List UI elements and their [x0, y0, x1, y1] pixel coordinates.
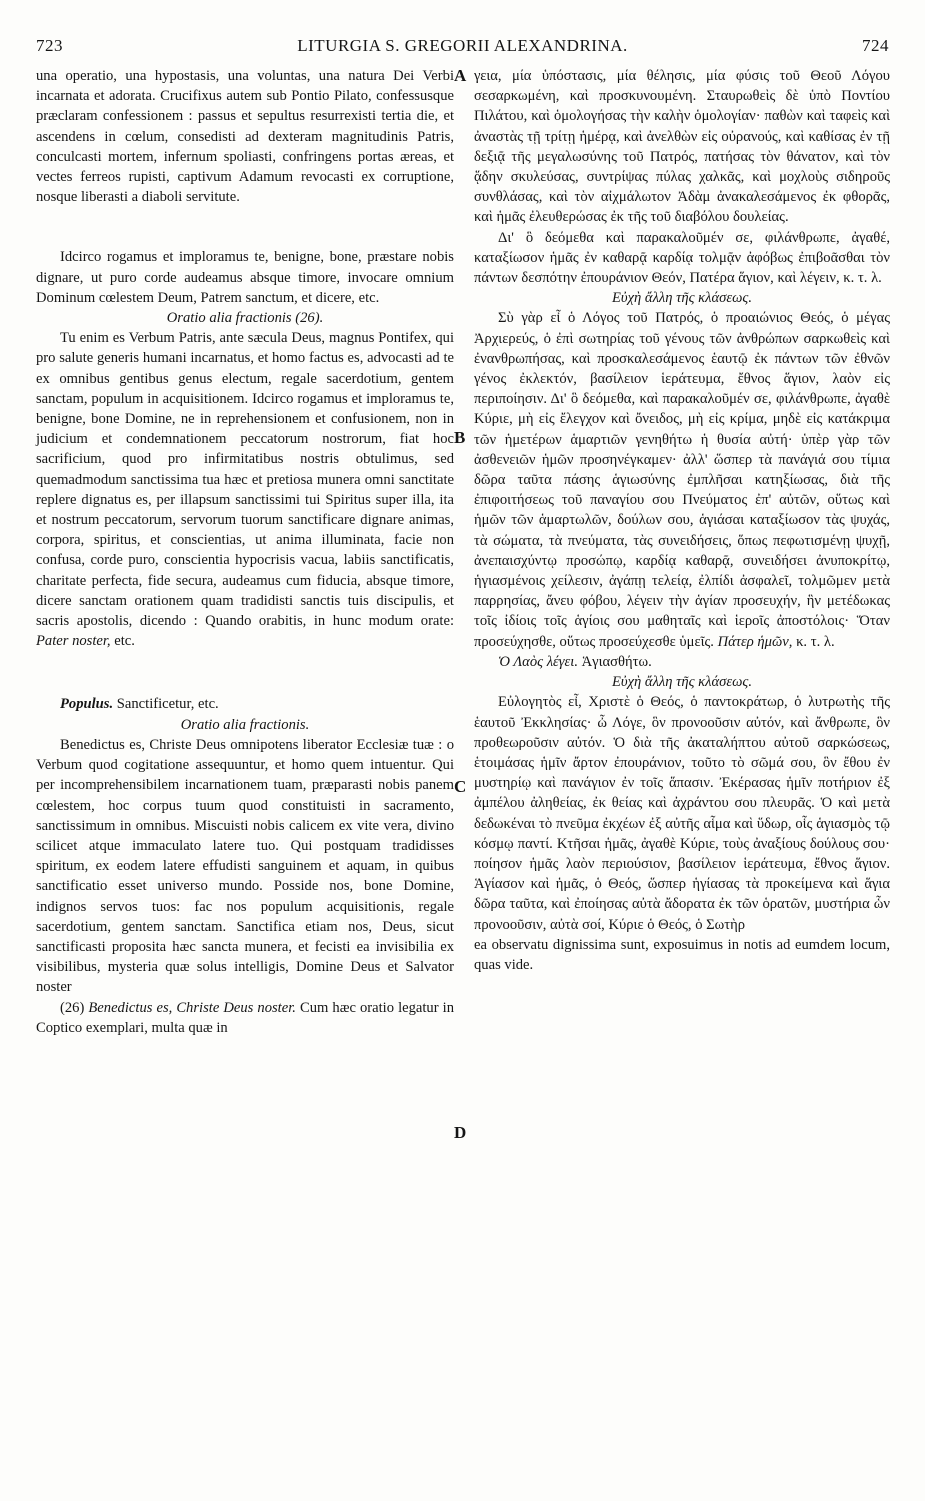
- greek-rubric-label: Ὁ Λαὸς λέγει.: [498, 653, 578, 670]
- margin-mark-d: D: [454, 1123, 467, 1142]
- greek-paragraph: [474, 308, 890, 651]
- footnote-text: Cum hæc oratio legatur in Coptico exemplari, multa quæ in: [36, 999, 454, 1036]
- greek-rubric-text: Ἁγιασθήτω.: [581, 653, 652, 670]
- footnote-citation: Benedictus es, Christe Deus noster.: [88, 999, 296, 1016]
- latin-rubric-text: Sanctificetur, etc.: [116, 696, 219, 713]
- latin-paragraph: Benedictus es, Christe Deus omnipotens liberator Ecclesiæ tuæ : o Verbum quod cogitatione assequuntur, et homo quem intuentur. Qui per incomprehensibilem incarnationem tuam, præparasti nobis panem cœlestem, hoc corpus tuum quod constituisti in sacramento, sanctissimum in omnibus. Miscuisti nobis calicem ex vite vera, divino scilicet atque immaculato latere tuo. Qui postquam tradidisses spiritum, ex eodem latere effudisti sanguinem et aquam, in quibus sanctificatio esset universo mundo. Posside nos, bone Domine, indignos servos tuos: fac nos populum acquisitionis, regale sacerdotium, gentem sanctam. Sanctifica etiam nos, Deus, sicut sanctificasti proposita hæc sancta munera, et fecisti ea invisibilia ex visibilibus, mysteria quæ solus intelligis, Domine Deus et Salvator noster: [36, 736, 454, 996]
- latin-column: [36, 66, 454, 1038]
- latin-rubric-label: Populus.: [60, 696, 114, 713]
- footnote-continuation: ea observatu dignissima sunt, exposuimus in notis ad eumdem locum, quas vide.: [474, 936, 890, 973]
- page-number-right: 724: [862, 36, 889, 55]
- latin-paragraph: Idcirco rogamus et imploramus te, benigne, bone, præstare nobis dignare, ut puro corde audeamus absque timore, invocare omnium Dominum cœlestem Deum, Patrem sanctum, et dicere, etc.: [36, 249, 454, 306]
- margin-mark-a: A: [454, 66, 467, 85]
- latin-section-heading: Oratio alia fractionis (26).: [166, 310, 324, 327]
- footnote: [36, 998, 454, 1038]
- greek-paragraph: γεια, μία ὑπόστασις, μία θέλησις, μία φύσις τοῦ Θεοῦ Λόγου σεσαρκωμένη, καὶ προσκυνουμένη. Σταυρωθεὶς δὲ ὑπὸ Ποντίου Πιλάτου, καὶ ὁμολογήσας τὴν καλὴν ὁμολογίαν· παθὼν καὶ ταφεὶς καὶ ἀναστὰς τῇ τρίτῃ ἡμέρᾳ, καὶ ἀνελθὼν εἰς οὐρανούς, καὶ καθίσας ἐν τῇ δεξιᾷ τῆς μεγαλωσύνης τοῦ Πατρός, πατήσας τὸν θάνατον, καὶ τὸν ᾅδην σκυλεύσας, συντρίψας πύλας χαλκᾶς, καὶ μοχλοὺς σιδηροῦς συνθλάσας, καὶ τὸν αἰχμάλωτον Ἀδὰμ ἀνακαλεσάμενος ἐκ φθορᾶς, καὶ ἡμᾶς ἐλευθερώσας ἐκ τῆς τοῦ διαβόλου δουλείας.: [474, 68, 890, 226]
- greek-etc: κ. τ. λ.: [796, 633, 835, 650]
- pater-noster-latin: Pater noster,: [36, 633, 111, 650]
- greek-section-heading: Εὐχὴ ἄλλη τῆς κλάσεως.: [612, 290, 752, 307]
- margin-mark-c: C: [454, 777, 467, 796]
- latin-rubric: [36, 694, 454, 714]
- latin-etc: etc.: [114, 633, 135, 650]
- margin-mark-b: B: [454, 428, 466, 447]
- latin-paragraph: una operatio, una hypostasis, una voluntas, una natura Dei Verbi incarnata et adorata. Crucifixus autem sub Pontio Pilato, confessusque præclaram confessionem : passus et sepultus resurrexisti tertia die, et ascendens in cœlum, consedisti ad dexteram magnitudinis Patris, conculcasti mortem, infernum spoliasti, confringens portas æreas, et vectes ferreos rupisti, captivum Adamum revocasti ex corruptione, nosque liberasti a diaboli servitute.: [36, 68, 454, 206]
- greek-paragraph-text: Σὺ γὰρ εἶ ὁ Λόγος τοῦ Πατρός, ὁ προαιώνιος Θεός, ὁ μέγας Ἀρχιερεύς, ὁ ἐπὶ σωτηρίας τοῦ γένους τῶν ἀνθρώπων σαρκωθεὶς καὶ ἐνανθρωπήσας, καὶ προσκαλεσάμενος ἑαυτῷ ἐκ πάντων τῶν ἐθνῶν γένος ἐκλεκτόν, βασίλειον ἱεράτευμα, ἔθνος ἅγιον, λαὸν εἰς περιποίησιν. Δι' ὃ δεόμεθα, καὶ παρακαλοῦμέν σε, φιλάνθρωπε, ἀγαθὲ Κύριε, μὴ εἰς ἔλεγχον καὶ ὄνειδος, μὴ εἰς κρίμα, μηδὲ εἰς κατάκριμα τῶν ἡμετέρων ἁμαρτιῶν γενηθήτω ἡ θυσία αὐτή· ὑπὲρ γὰρ τῶν ἀσθενειῶν ἡμῶν προσηνέγκαμεν· ἀλλ' ὥσπερ τὰ πανάγιά σου τίμια δῶρα ταῦτα πάσης ἁγιωσύνης ἐμπλῆσαι κατηξίωσας, διὰ τῆς ἐπιφοιτήσεως τοῦ παναγίου σου Πνεύματος ἐπ' αὐτῶν, οὕτως καὶ ἡμῶν τῶν ἁμαρτωλῶν, δούλων σου, ἁγιάσαι καταξίωσον τὰς ψυχάς, τὰ σώματα, τὰ πνεύματα, τὰς συνειδήσεις, ὅπως πεφωτισμένῃ ψυχῇ, ἀνεπαισχύντῳ προσώπῳ, καρδίᾳ καθαρᾷ, συνειδήσει ἀνυποκρίτῳ, ἡγιασμένοις χείλεσιν, ἀγάπῃ τελείᾳ, ἐλπίδι ἀσφαλεῖ, τολμῶμεν μετὰ παρρησίας, ἄνευ φόβου, λέγειν τὴν ἁγίαν προσευχήν, ἣν μετέδωκας τοῖς ἰδίοις τοῖς ἁγίοις σου μαθηταῖς καὶ ἱεροῖς ἀποστόλοις· Ὅταν προσεύχησθε, οὕτως προσεύχεσθε ὑμεῖς.: [474, 310, 890, 650]
- pater-noster-greek: Πάτερ ἡμῶν,: [717, 633, 793, 650]
- greek-rubric: [474, 652, 890, 672]
- footnote-number: (26): [60, 999, 85, 1016]
- latin-section-heading: Oratio alia fractionis.: [180, 716, 310, 733]
- page-header: [36, 36, 889, 58]
- latin-paragraph-text: Tu enim es Verbum Patris, ante sæcula Deus, magnus Pontifex, qui pro salute generis humani incarnatus, et homo factus es, advocasti ad te ex omnibus gentibus genus electum, regale sacerdotium, gentem sanctam, populum in acquisitionem. Idcirco rogamus et imploramus te, benigne, bone Domine, ne in reprehensionem et confusionem, non in judicium et condemnationem peccatorum nostrorum, fiat hoc sacrificium, quod pro infirmitatibus nostris obtulimus, sed quemadmodum sanctissima tua hæc et pretiosa munera omni sanctitate replere dignatus es, per illapsum sanctissimi tui Spiritus super illa, ita et nostrum peccatorum, servorum tuorum sanctificare dignare animas, corpora, spiritus, et conscientias, ut anima illuminata, facie non confusa, corde puro, conscientia hypocrisis vacua, labiis sanctificatis, charitate perfecta, fide secura, audeamus cum fiducia, absque timore, dicere sanctam orationem quam tradidisti sanctis tuis discipulis, et sacris apostolis, dicendo : Quando orabitis, in hunc modum orate:: [36, 330, 454, 630]
- greek-column: [474, 66, 890, 975]
- latin-paragraph: [36, 328, 454, 651]
- greek-section-heading: Εὐχὴ ἄλλη τῆς κλάσεως.: [612, 674, 752, 691]
- greek-paragraph: Εὐλογητὸς εἶ, Χριστὲ ὁ Θεός, ὁ παντοκράτωρ, ὁ λυτρωτὴς τῆς ἑαυτοῦ Ἐκκλησίας· ὦ Λόγε, ὃν προνοοῦσιν αὐτόν, καὶ ἄνθρωπε, ὃν προθεωροῦσιν αὐτόν. Ὁ διὰ τῆς ἀκαταλήπτου αὐτοῦ σαρκώσεως, ἑτοιμάσας ἡμῖν ἄρτον ἐπουράνιον, τοῦτο τὸ σῶμά σου, ὃν ἔθου ἐν μυστηρίῳ καὶ πανάγιον ἐν τοῖς ἅπασιν. Ἐκέρασας ἡμῖν ποτήριον ἐξ ἀμπέλου ἀληθείας, ἐκ θείας καὶ ἀχράντου σου πλευρᾶς. Ὁ καὶ μετὰ δεδωκέναι τὸ πνεῦμα ἐκχέων ἐξ αὐτῆς αἷμα καὶ ὕδωρ, οἷς ἁγιασμὸς τῷ κόσμῳ παντί. Κτῆσαι ἡμᾶς, ἀγαθὲ Κύριε, τοὺς ἀναξίους δούλους σου· ποίησον ἡμᾶς λαὸν περιούσιον, βασίλειον ἱεράτευμα, ἔθνος ἅγιον. Ἁγίασον καὶ ἡμᾶς, ὁ Θεός, ὥσπερ ἡγίασας τὰ προκείμενα καὶ ἅγια δῶρα ταῦτα, καὶ ἐποίησας αὐτὰ ἄδορατα ἐκ τῶν ὁρατῶν, μυστήρια ὧν προνοοῦσιν, αὐτὰ σοί, Κύριε ὁ Θεός, ὁ Σωτὴρ: [474, 694, 890, 933]
- greek-paragraph: Δι' ὃ δεόμεθα καὶ παρακαλοῦμέν σε, φιλάνθρωπε, ἀγαθέ, καταξίωσον ἡμᾶς ἐν καθαρᾷ καρδίᾳ τολμᾷν ἀφόβως ἐπιβοᾶσθαι τὸν πάντων δεσπότην ἐπουράνιον Θεόν, Πατέρα ἅγιον, καὶ λέγειν, κ. τ. λ.: [474, 229, 890, 287]
- running-title: LITURGIA S. GREGORII ALEXANDRINA.: [297, 36, 628, 55]
- page-number-left: 723: [36, 36, 63, 55]
